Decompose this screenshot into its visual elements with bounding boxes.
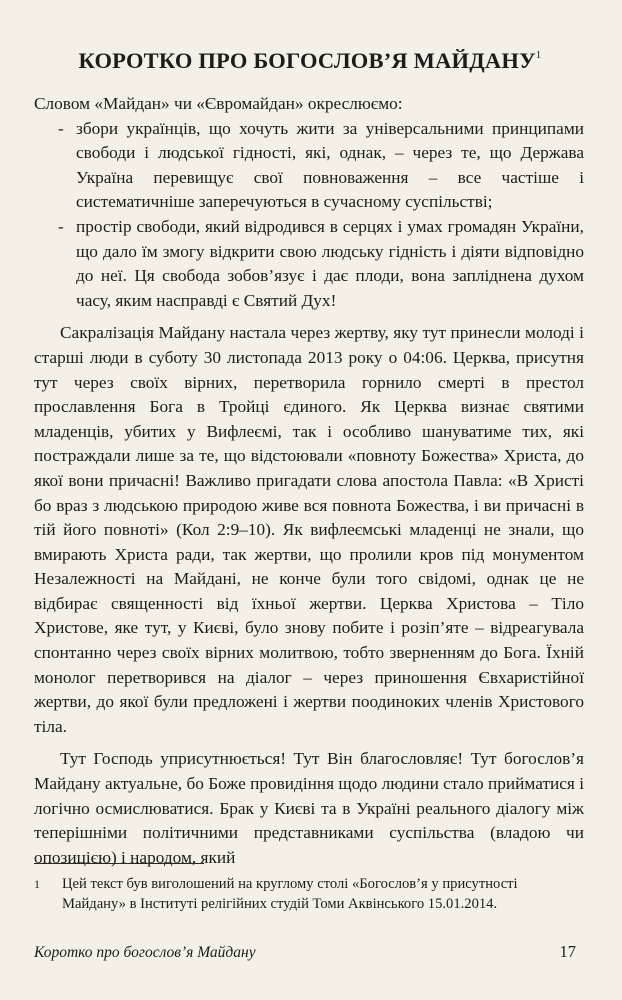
chapter-heading — [30, 48, 590, 74]
paragraph-gap — [34, 739, 584, 747]
footnote-divider — [34, 863, 204, 864]
chapter-title: КОРОТКО ПРО БОГОСЛОВ’Я МАЙДАНУ — [78, 48, 536, 73]
footnote-number: 1 — [34, 877, 40, 891]
page-number: 17 — [559, 942, 576, 961]
definition-text: простір свободи, який відродився в серцях і умах громадян України, що дало їм змогу відкрити свою людську гідність і діяти відповідно до неї. Ця свобода зобов’язує і дає плоди, вона запліднена духом часу, яким насправді є Святий Дух! — [76, 216, 584, 310]
definition-list — [34, 117, 584, 314]
intro-line: Словом «Майдан» чи «Євромайдан» окреслюємо: — [34, 94, 403, 113]
paragraph-gap — [34, 313, 584, 321]
footnote-reference: 1 — [535, 49, 542, 61]
definition-text: збори українців, що хочуть жити за універсальними принципами свободи і людської гідності, які, однак, – через те, що Держава Україна перевищує свої повноваження – все частіше і систематичніше заперечуються в сучасному суспільстві; — [76, 118, 584, 212]
bullet-dash: - — [58, 118, 64, 138]
paragraph: Сакралізація Майдану настала через жертву, яку тут принесли молоді і старші люди в суботу 30 листопада 2013 року о 04:06. Церква, присутня тут через своїх вірних, перетворила горнило смерті в престол прославлення Бога в Тройці єдиного. Як Церква визнає святими младенців, убитих у Вифлеємі, так і особливо шануватиме тих, які постраждали лише за те, що відстоювали «повноту Божества» Христа, до якої вони причасні! Важливо пригадати слова апостола Павла: «В Христі бо враз з людською природою живе вся повнота Божества, і ви причасні в тій його повноті» (Кол 2:9–10). Як вифлеємські младенці не знали, що вмирають Христа ради, так жертви, що пролили кров під монументом Незалежності на Майдані, не конче були того свідомі, однак це не відбирає священності від їхньої жертви. Церква Христова – Тіло Христове, яке тут, у Києві, було знову побите і розіп’яте – відреагувала спонтанно через своїх вірних молитвою, тобто зверненням до Бога. Їхній монолог перетворився на діалог – через приношення Євхаристійної жертви, до якої були предложені і жертви поодиноких членів Христового тіла. — [34, 323, 584, 736]
footnote — [34, 874, 554, 914]
bullet-dash: - — [58, 216, 64, 236]
body-text — [34, 92, 584, 870]
paragraph: Тут Господь уприсутнюється! Тут Він благословляє! Тут богослов’я Майдану актуальне, бо Боже провидіння щодо людини стало прийматися і логічно осмислюватися. Брак у Києві та в Україні реального діалогу між теперішніми політичними представниками суспільства (владою чи опозицією) і народом, який — [34, 749, 584, 867]
footnote-text: Цей текст був виголошений на круглому столі «Богослов’я у присутності Майдану» в Інституті релігійних студій Томи Аквінського 15.01.2014. — [62, 876, 518, 912]
definition-item — [34, 215, 584, 313]
definition-item — [34, 117, 584, 215]
running-title: Коротко про богослов’я Майдану — [34, 944, 256, 961]
